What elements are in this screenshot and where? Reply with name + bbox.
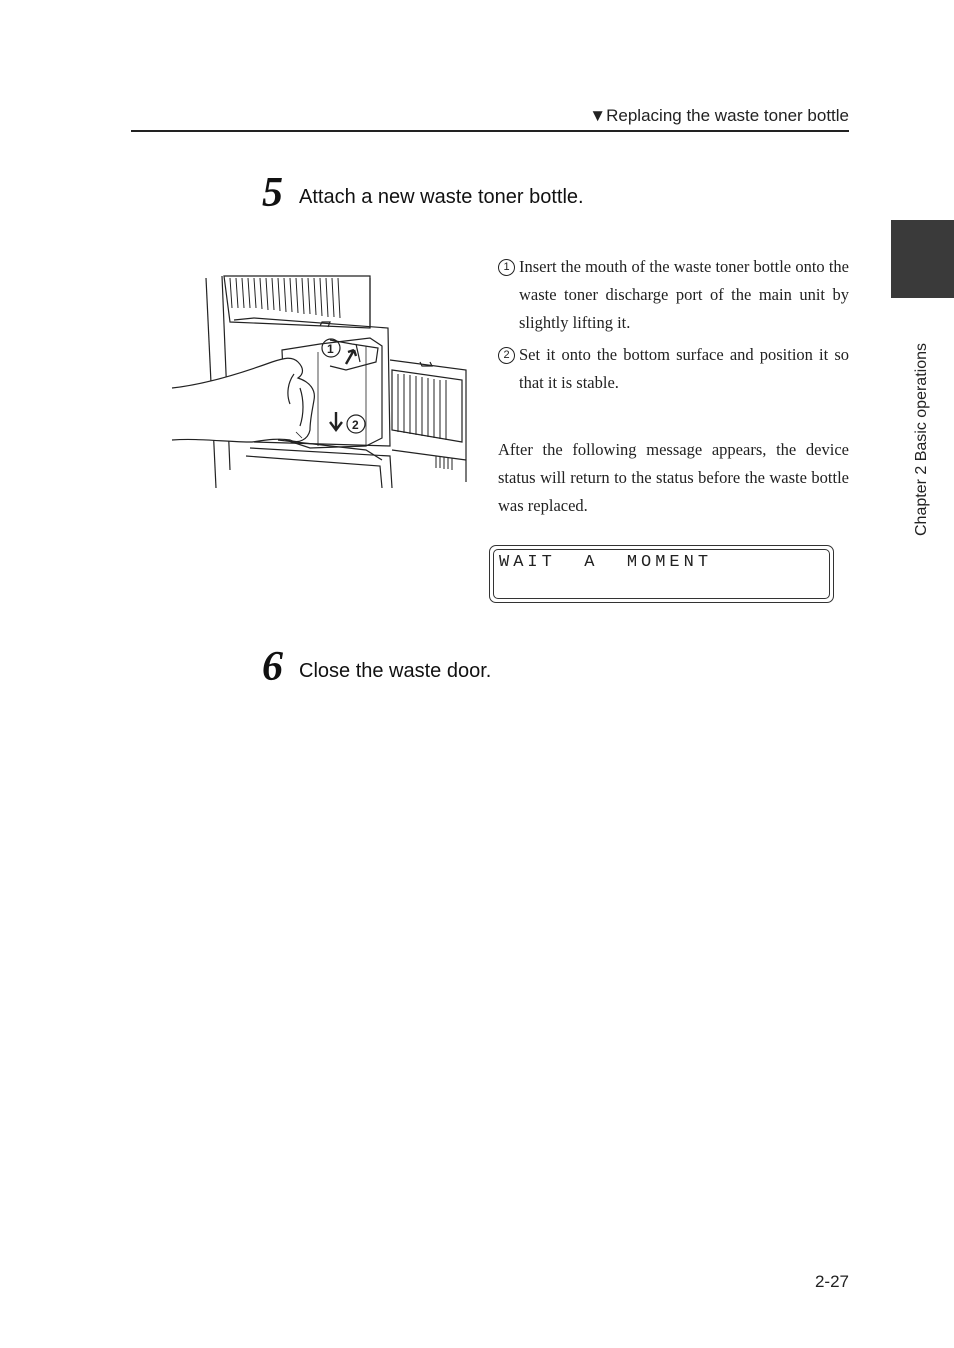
lcd-message: WAIT A MOMENT <box>499 553 713 572</box>
step-6-number: 6 <box>262 644 283 690</box>
instruction-text: Set it onto the bottom surface and position it so that it is stable. <box>519 345 849 392</box>
waste-bottle-illustration <box>170 270 470 492</box>
instruction-list <box>498 253 849 401</box>
page-number: 2-27 <box>814 1272 849 1291</box>
message-intro: After the following message appears, the device status will return to the status before the waste bottle was replaced. <box>498 440 849 515</box>
label-1: 1 <box>327 342 334 356</box>
step-5-text: Attach a new waste toner bottle. <box>299 186 584 208</box>
label-2: 2 <box>352 418 359 432</box>
chapter-tab <box>891 220 954 298</box>
chapter-label: Chapter 2 Basic operations <box>913 343 930 536</box>
circled-number-2: 2 <box>498 347 515 364</box>
instruction-item <box>498 341 849 397</box>
step-6-text: Close the waste door. <box>299 660 492 682</box>
circled-number-1: 1 <box>498 259 515 276</box>
instruction-text: Insert the mouth of the waste toner bottle onto the waste toner discharge port of the main unit by slightly lifting it. <box>519 257 849 332</box>
step-5-number: 5 <box>262 170 283 216</box>
section-title: ▼Replacing the waste toner bottle <box>589 106 849 125</box>
lcd-display <box>489 545 834 603</box>
header-rule <box>131 130 849 132</box>
instruction-item <box>498 253 849 337</box>
